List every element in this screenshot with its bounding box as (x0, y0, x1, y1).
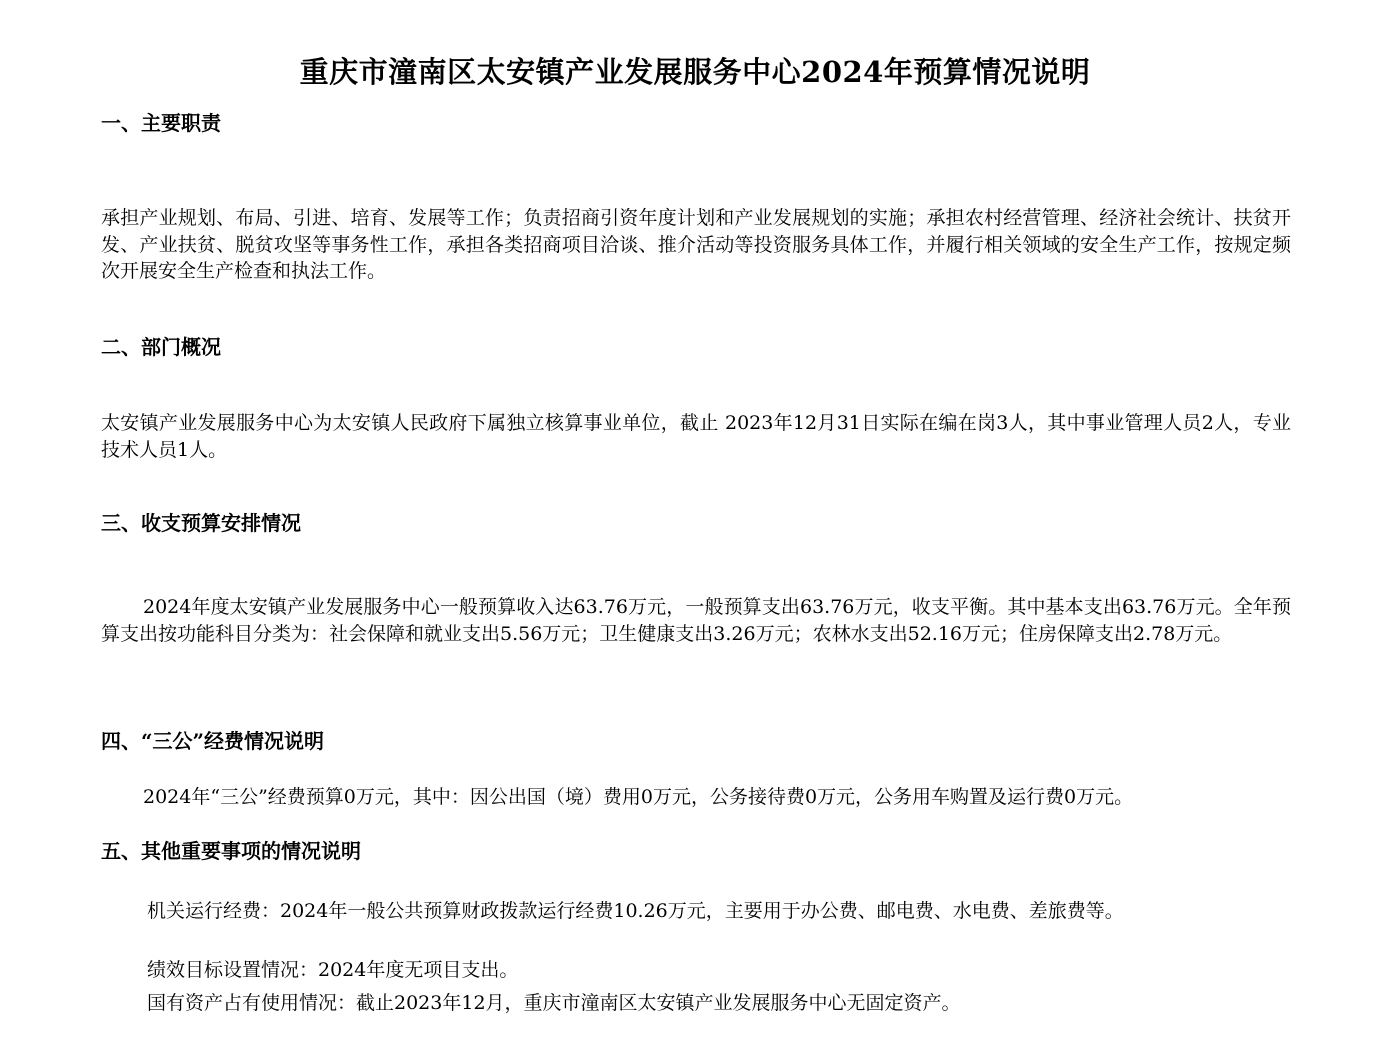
section-text-department-overview: 太安镇产业发展服务中心为太安镇人民政府下属独立核算事业单位，截止 2023年12月31日实际在编在岗3人，其中事业管理人员2人，专业技术人员1人。 (101, 412, 1291, 461)
section-text-three-public-expenses: 2024年“三公”经费预算0万元，其中：因公出国（境）费用0万元，公务接待费0万元，公务用车购置及运行费0万元。 (143, 786, 1134, 808)
other-matters-item-state-assets: 国有资产占有使用情况：截止2023年12月，重庆市潼南区太安镇产业发展服务中心无固定资产。 (147, 992, 961, 1014)
section-heading-department-overview: 二、部门概况 (101, 335, 221, 359)
section-text-responsibilities: 承担产业规划、布局、引进、培育、发展等工作；负责招商引资年度计划和产业发展规划的实施；承担农村经营管理、经济社会统计、扶贫开发、产业扶贫、脱贫攻坚等事务性工作，承担各类招商项目洽谈、推介活动等投资服务具体工作，并履行相关领域的安全生产工作，按规定频次开展安全生产检查和执法工作。 (101, 207, 1291, 282)
other-matters-item-operating-funds: 机关运行经费：2024年一般公共预算财政拨款运行经费10.26万元，主要用于办公费、邮电费、水电费、差旅费等。 (147, 900, 1124, 922)
section-heading-responsibilities: 一、主要职责 (101, 111, 221, 135)
section-heading-other-matters: 五、其他重要事项的情况说明 (101, 839, 361, 863)
other-matters-item-performance-targets: 绩效目标设置情况：2024年度无项目支出。 (147, 959, 519, 981)
section-heading-three-public-expenses: 四、“三公”经费情况说明 (101, 729, 325, 753)
section-heading-budget-arrangement: 三、收支预算安排情况 (101, 511, 301, 535)
document-title: 重庆市潼南区太安镇产业发展服务中心2024年预算情况说明 (299, 55, 1091, 89)
section-text-budget-arrangement: 2024年度太安镇产业发展服务中心一般预算收入达63.76万元，一般预算支出63.76万元，收支平衡。其中基本支出63.76万元。全年预算支出按功能科目分类为：社会保障和就业支出5.56万元；卫生健康支出3.26万元；农林水支出52.16万元；住房保障支出2.78万元。 (101, 596, 1291, 645)
